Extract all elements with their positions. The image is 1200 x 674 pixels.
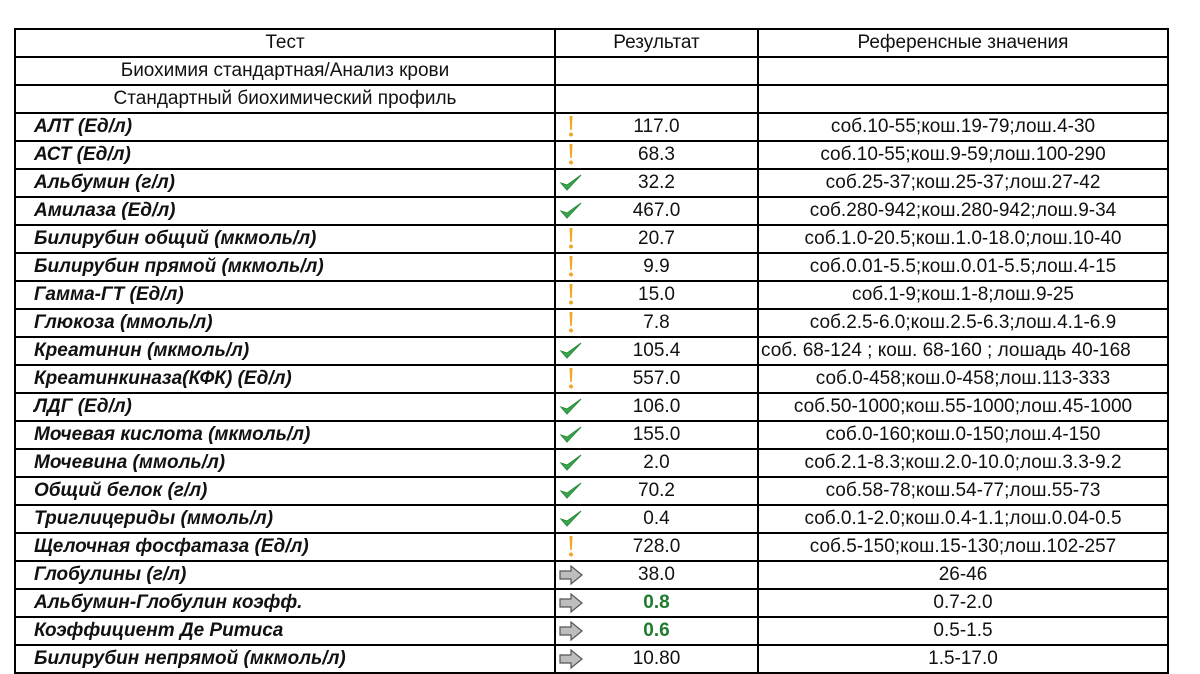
table-row (15, 169, 1168, 197)
test-name: Амилаза (Ед/л) (15, 197, 555, 225)
table-row (15, 477, 1168, 505)
table-row (15, 197, 1168, 225)
result-cell (555, 505, 758, 533)
table-row (15, 393, 1168, 421)
arrow-right-icon (559, 591, 583, 615)
reference-range: соб.25-37;кош.25-37;лош.27-42 (758, 169, 1168, 197)
reference-range: соб.1.0-20.5;кош.1.0-18.0;лош.10-40 (758, 225, 1168, 253)
reference-range: 0.5-1.5 (758, 617, 1168, 645)
reference-range: соб.10-55;кош.19-79;лош.4-30 (758, 113, 1168, 141)
table-row (15, 281, 1168, 309)
section-row (15, 57, 1168, 85)
table-row (15, 113, 1168, 141)
check-icon (559, 171, 583, 195)
table-row (15, 505, 1168, 533)
table-row (15, 141, 1168, 169)
reference-range: соб.0-160;кош.0-150;лош.4-150 (758, 421, 1168, 449)
check-icon (559, 479, 583, 503)
result-cell (555, 365, 758, 393)
table-row (15, 589, 1168, 617)
result-cell (555, 393, 758, 421)
result-value: 20.7 (638, 228, 675, 249)
table-row (15, 561, 1168, 589)
arrow-right-icon (559, 619, 583, 643)
reference-range: соб.10-55;кош.9-59;лош.100-290 (758, 141, 1168, 169)
result-value: 728.0 (632, 536, 681, 557)
empty-cell (555, 85, 758, 113)
test-name: Креатинин (мкмоль/л) (15, 337, 555, 365)
result-value: 7.8 (643, 312, 670, 333)
result-value: 0.4 (643, 508, 670, 529)
result-value: 155.0 (632, 424, 681, 445)
test-name: Триглицериды (ммоль/л) (15, 505, 555, 533)
table-row (15, 533, 1168, 561)
section-title: Биохимия стандартная/Анализ крови (15, 57, 555, 85)
section-row (15, 85, 1168, 113)
result-value: 0.8 (643, 592, 670, 613)
reference-range: соб. 68-124 ; кош. 68-160 ; лошадь 40-168 (758, 337, 1168, 365)
result-cell (555, 197, 758, 225)
check-icon (559, 423, 583, 447)
result-value: 15.0 (638, 284, 675, 305)
empty-cell (758, 57, 1168, 85)
result-cell (555, 253, 758, 281)
test-name: Билирубин общий (мкмоль/л) (15, 225, 555, 253)
test-name: Креатинкиназа(КФК) (Ед/л) (15, 365, 555, 393)
reference-range: 1.5-17.0 (758, 645, 1168, 673)
result-value: 10.80 (632, 648, 681, 669)
exclamation-icon (559, 535, 583, 559)
arrow-right-icon (559, 647, 583, 671)
result-value: 467.0 (632, 200, 681, 221)
result-cell (555, 281, 758, 309)
table-row (15, 449, 1168, 477)
table-row (15, 309, 1168, 337)
result-value: 32.2 (638, 172, 675, 193)
result-value: 2.0 (643, 452, 670, 473)
exclamation-icon (559, 115, 583, 139)
result-cell (555, 113, 758, 141)
result-cell (555, 533, 758, 561)
test-name: Альбумин (г/л) (15, 169, 555, 197)
table-row (15, 225, 1168, 253)
check-icon (559, 339, 583, 363)
exclamation-icon (559, 255, 583, 279)
reference-range: соб.0-458;кош.0-458;лош.113-333 (758, 365, 1168, 393)
lab-results-sheet (14, 28, 1169, 674)
arrow-right-icon (559, 563, 583, 587)
result-value: 0.6 (643, 620, 670, 641)
test-name: Глобулины (г/л) (15, 561, 555, 589)
test-name: АЛТ (Ед/л) (15, 113, 555, 141)
result-cell (555, 449, 758, 477)
exclamation-icon (559, 227, 583, 251)
exclamation-icon (559, 143, 583, 167)
check-icon (559, 507, 583, 531)
reference-range: соб.2.5-6.0;кош.2.5-6.3;лош.4.1-6.9 (758, 309, 1168, 337)
table-header-row (15, 29, 1168, 57)
column-header-test: Тест (15, 29, 555, 57)
test-name: Билирубин непрямой (мкмоль/л) (15, 645, 555, 673)
reference-range: 26-46 (758, 561, 1168, 589)
test-name: Мочевина (ммоль/л) (15, 449, 555, 477)
result-value: 38.0 (638, 564, 675, 585)
reference-range: 0.7-2.0 (758, 589, 1168, 617)
result-cell (555, 225, 758, 253)
exclamation-icon (559, 283, 583, 307)
table-row (15, 253, 1168, 281)
result-value: 68.3 (638, 144, 675, 165)
result-value: 106.0 (632, 396, 681, 417)
result-cell (555, 337, 758, 365)
test-name: Альбумин-Глобулин коэфф. (15, 589, 555, 617)
reference-range: соб.0.01-5.5;кош.0.01-5.5;лош.4-15 (758, 253, 1168, 281)
check-icon (559, 451, 583, 475)
table-row (15, 365, 1168, 393)
result-cell (555, 561, 758, 589)
test-name: Коэффициент Де Ритиса (15, 617, 555, 645)
result-value: 9.9 (643, 256, 670, 277)
reference-range: соб.0.1-2.0;кош.0.4-1.1;лош.0.04-0.5 (758, 505, 1168, 533)
test-name: Мочевая кислота (мкмоль/л) (15, 421, 555, 449)
column-header-result: Результат (555, 29, 758, 57)
result-value: 117.0 (633, 116, 680, 137)
table-row (15, 617, 1168, 645)
result-cell (555, 617, 758, 645)
reference-range: соб.5-150;кош.15-130;лош.102-257 (758, 533, 1168, 561)
test-name: Билирубин прямой (мкмоль/л) (15, 253, 555, 281)
result-cell (555, 421, 758, 449)
exclamation-icon (559, 311, 583, 335)
check-icon (559, 395, 583, 419)
check-icon (559, 199, 583, 223)
test-name: АСТ (Ед/л) (15, 141, 555, 169)
reference-range: соб.50-1000;кош.55-1000;лош.45-1000 (758, 393, 1168, 421)
result-value: 557.0 (632, 368, 681, 389)
test-name: ЛДГ (Ед/л) (15, 393, 555, 421)
test-name: Глюкоза (ммоль/л) (15, 309, 555, 337)
reference-range: соб.1-9;кош.1-8;лош.9-25 (758, 281, 1168, 309)
exclamation-icon (559, 367, 583, 391)
empty-cell (758, 85, 1168, 113)
result-cell (555, 169, 758, 197)
test-name: Щелочная фосфатаза (Ед/л) (15, 533, 555, 561)
reference-range: соб.280-942;кош.280-942;лош.9-34 (758, 197, 1168, 225)
reference-range: соб.58-78;кош.54-77;лош.55-73 (758, 477, 1168, 505)
result-cell (555, 141, 758, 169)
result-cell (555, 589, 758, 617)
biochemistry-results-table (14, 28, 1169, 674)
result-cell (555, 477, 758, 505)
reference-range: соб.2.1-8.3;кош.2.0-10.0;лош.3.3-9.2 (758, 449, 1168, 477)
column-header-reference: Референсные значения (758, 29, 1168, 57)
table-row (15, 337, 1168, 365)
test-name: Гамма-ГТ (Ед/л) (15, 281, 555, 309)
result-value: 105.4 (632, 340, 681, 361)
result-cell (555, 645, 758, 673)
table-row (15, 421, 1168, 449)
table-row (15, 645, 1168, 673)
subsection-title: Стандартный биохимический профиль (15, 85, 555, 113)
empty-cell (555, 57, 758, 85)
result-cell (555, 309, 758, 337)
result-value: 70.2 (638, 480, 675, 501)
results-table-body (15, 29, 1168, 673)
test-name: Общий белок (г/л) (15, 477, 555, 505)
